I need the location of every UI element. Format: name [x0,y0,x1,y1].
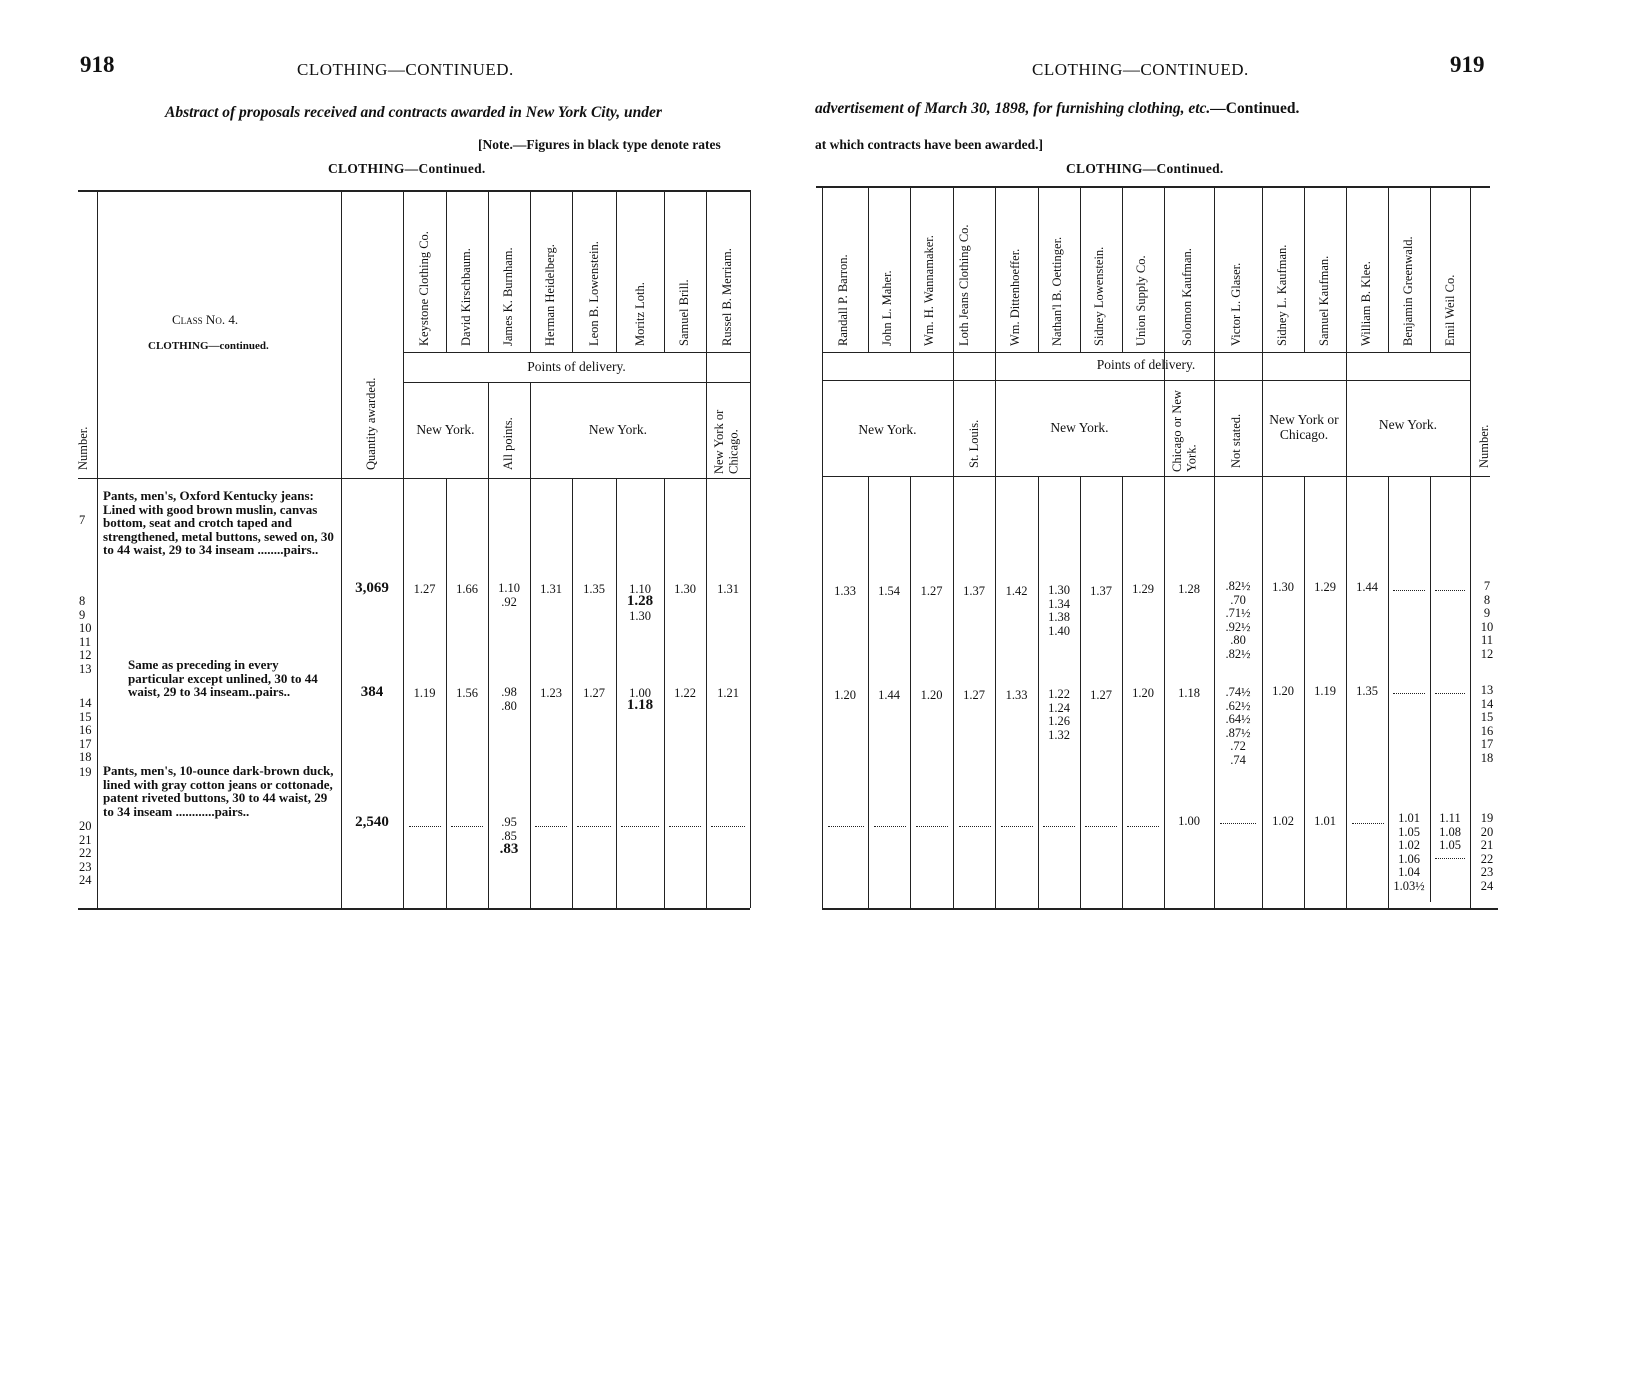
bid-cell: 1.11 1.08 1.05 [1439,811,1461,852]
delivery-all-points: All points. [501,417,515,470]
bidder-burnham: James K. Burnham. [501,247,515,346]
col-rule [750,190,751,908]
points-of-delivery-right: Points of delivery. [1096,357,1196,372]
col-rule [664,190,665,352]
bid-cell: 1.20 [1132,686,1154,700]
col-rule [1262,186,1263,908]
delivery-ny-2: New York. [1050,420,1109,435]
no-bid-dots [959,826,991,827]
no-bid-dots [828,826,864,827]
no-bid-dots [874,826,906,827]
item-description: Pants, men's, 10-ounce dark-brown duck, lined with gray cotton jeans or cottonade, patent riveted buttons, 30 to 44 waist, 29 to 34 inseam ............pairs.. [103,763,334,819]
col-rule [953,186,954,908]
bid-cell: .82½ .70 .71½ .92½ .80 .82½ [1225,579,1251,661]
bid-cell: 1.35 [583,582,605,596]
bid-cell: 1.33 [834,584,856,598]
table-bottom-rule-left [78,908,750,910]
bidder-rule-right [822,352,1470,353]
bid-cell: 1.27 [413,582,436,596]
bid-cell: 1.37 [963,584,985,598]
table-header-rule-left [78,478,750,479]
col-rule [1346,186,1347,908]
bidder-union-supply: Union Supply Co. [1134,255,1148,346]
col-rule [706,190,707,908]
no-bid-dots [1043,826,1075,827]
col-rule [530,382,531,908]
col-rule [1164,186,1165,908]
section-title-left: CLOTHING—Continued. [328,161,486,176]
item-description: Same as preceding in every particular except unlined, 30 to 44 waist, 29 to 34 inseam..pairs.. [128,657,318,699]
delivery-ny-chicago: New York or Chicago. [1269,412,1339,442]
col-rule [446,190,447,352]
bidder-barron: Randall P. Barron. [836,254,850,346]
col-rule [403,190,404,908]
abstract-line-right: advertisement of March 30, 1898, for furnishing clothing, etc.—Continued. [815,100,1300,117]
bid-cell: 1.33 [1005,688,1028,702]
page-number-right: 919 [1450,52,1485,77]
bidder-brill: Samuel Brill. [677,279,691,346]
bidder-solomon-kaufman: Solomon Kaufman. [1180,248,1194,346]
bid-cell: .95 .85 [501,815,517,843]
bid-cell: 1.10 [629,582,651,596]
no-bid-dots [1001,826,1033,827]
bid-cell: .98 .80 [501,685,517,713]
no-bid-dots [577,826,611,827]
bidder-loth-jeans: Loth Jeans Clothing Co. [957,224,971,346]
quantity-awarded: 384 [360,684,384,700]
delivery-ny-1: New York. [416,422,475,437]
bid-cell: 1.10 .92 [498,581,520,609]
col-rule [995,186,996,908]
bid-cell: 1.29 [1314,580,1336,594]
bid-cell: 1.31 [540,582,562,596]
bid-cell: 1.01 [1314,814,1336,828]
no-bid-dots [916,826,948,827]
bidder-sidney-l-kaufman: Sidney L. Kaufman. [1275,244,1289,346]
points-rule-right [822,380,1470,381]
delivery-st-louis: St. Louis. [967,419,981,468]
class-subtitle: CLOTHING—continued. [148,340,269,352]
no-bid-dots [1435,590,1465,591]
bid-cell: 1.21 [717,686,739,700]
line-numbers: 19 20 21 22 23 24 [1480,811,1494,893]
bid-cell: 1.23 [540,686,562,700]
bidder-weil: Emil Weil Co. [1443,274,1457,346]
table-top-rule-left [78,190,750,192]
col-rule [97,190,98,908]
line-numbers: 13 14 15 16 17 18 [1480,683,1494,765]
awarded-bid: 1.28 [626,593,654,609]
col-rule [1388,186,1389,352]
bidder-maher: John L. Maher. [880,270,894,346]
bidder-heidelberg: Herman Heidelberg. [543,244,557,346]
bid-cell: 1.42 [1005,584,1028,598]
bid-cell: 1.19 [1314,684,1336,698]
bid-cell: 1.30 [674,582,696,596]
bid-cell: 1.66 [456,582,478,596]
no-bid-dots [1127,826,1159,827]
bid-cell: 1.00 [629,686,651,700]
delivery-ny-3: New York. [1378,417,1438,432]
table-header-rule-right [822,476,1490,477]
bid-cell: 1.54 [878,584,900,598]
class-title: Class No. 4. [172,312,239,327]
no-bid-dots [409,826,441,827]
no-bid-dots [535,826,567,827]
table-bottom-rule-right [822,908,1498,910]
running-head-left: CLOTHING—CONTINUED. [297,60,514,79]
quantity-awarded: 2,540 [355,814,389,830]
col-rule [910,186,911,352]
col-rule [1304,186,1305,352]
bid-cell: 1.27 [1090,688,1112,702]
bid-cell: 1.20 [1272,684,1294,698]
bid-cell: 1.18 [1178,686,1200,700]
col-rule [1430,186,1431,352]
bid-cell: 1.20 [920,688,943,702]
bidder-sidney-lowenstein: Sidney Lowenstein. [1092,246,1106,346]
no-bid-dots [669,826,701,827]
bid-cell: .74½ .62½ .64½ .87½ .72 .74 [1225,685,1251,767]
bid-cell: 1.00 [1178,814,1200,828]
delivery-chicago-ny: Chicago or New York. [1170,390,1199,472]
bidder-kirschbaum: David Kirschbaum. [459,248,473,346]
bidder-oettinger: Nathan'l B. Oettinger. [1050,236,1064,346]
bid-cell: 1.56 [456,686,478,700]
quantity-header: Quantity awarded. [364,377,378,470]
bid-cell: 1.35 [1356,684,1378,698]
col-rule [1122,186,1123,352]
no-bid-dots [1435,693,1465,694]
line-numbers: 7 8 9 10 11 12 [1480,579,1494,661]
no-bid-dots [1393,693,1425,694]
no-bid-dots [1435,858,1465,859]
running-head-right: CLOTHING—CONTINUED. [1032,60,1249,79]
bidder-loth: Moritz Loth. [633,282,647,346]
bid-cell: 1.44 [1356,580,1378,594]
no-bid-dots [711,826,745,827]
line-numbers: 14 15 16 17 18 [79,696,92,764]
bid-cell: 1.30 [629,609,651,623]
col-rule [572,190,573,352]
note-line-right: at which contracts have been awarded.] [815,137,1043,152]
bid-cell: 1.27 [963,688,985,702]
item-description: Pants, men's, Oxford Kentucky jeans: Lined with good brown muslin, canvas bottom, seat and crotch taped and strengthened, metal buttons, sewed on, 30 to 44 waist, 29 to 34 inseam ........pairs.. [103,488,334,557]
bidder-dittenhoeffer: Wm. Dittenhoeffer. [1008,248,1022,346]
col-rule [1470,186,1471,908]
delivery-ny-chicago: New York or Chicago. [712,409,741,474]
points-rule-left [403,382,750,383]
bid-cell: 1.30 1.34 1.38 1.40 [1048,583,1070,638]
bid-cell: 1.37 [1090,584,1112,598]
no-bid-dots [1393,590,1425,591]
section-title-right: CLOTHING—Continued. [1066,161,1224,176]
col-rule [822,186,823,908]
bid-cell: 1.22 [674,686,696,700]
note-line-left: [Note.—Figures in black type denote rates [478,137,721,152]
delivery-ny-1: New York. [858,422,917,437]
bidder-glaser: Victor L. Glaser. [1229,262,1243,346]
bid-cell: 1.28 [1178,582,1200,596]
bid-cell: 1.31 [717,582,739,596]
bid-cell: 1.19 [413,686,436,700]
bidder-wannamaker: Wm. H. Wannamaker. [922,235,936,346]
no-bid-dots [1085,826,1117,827]
awarded-bid: 1.18 [626,697,654,713]
col-rule [341,190,342,908]
bid-cell: 1.01 1.05 1.02 1.06 1.04 1.03½ [1393,811,1425,893]
bid-cell: 1.30 [1272,580,1294,594]
bid-cell: 1.20 [834,688,856,702]
bid-cell: 1.27 [583,686,605,700]
col-rule [530,190,531,352]
abstract-line-left: Abstract of proposals received and contracts awarded in New York City, under [165,104,662,121]
col-rule [868,186,869,352]
awarded-bid: .83 [499,841,519,857]
line-numbers: 19 20 21 22 23 24 [79,765,92,887]
no-bid-dots [451,826,483,827]
bidder-rule-left [403,352,750,353]
number-header-left: Number. [76,426,90,470]
no-bid-dots [1352,823,1384,824]
quantity-awarded: 3,069 [355,580,389,596]
bidder-samuel-kaufman: Samuel Kaufman. [1317,255,1331,346]
line-numbers: 7 8 9 10 11 12 13 [79,513,92,676]
bidder-merriam: Russel B. Merriam. [720,248,734,346]
delivery-ny-2: New York. [588,422,648,437]
col-rule [1080,186,1081,352]
number-header-right: Number. [1477,424,1491,468]
bid-cell: 1.02 [1272,814,1294,828]
bidder-lowenstein: Leon B. Lowenstein. [587,241,601,346]
col-rule [1214,186,1215,908]
delivery-not-stated: Not stated. [1229,413,1243,468]
bidder-klee: William B. Klee. [1359,261,1373,346]
no-bid-dots [621,826,659,827]
page-number-left: 918 [80,52,115,77]
no-bid-dots [1220,823,1256,824]
points-of-delivery-left: Points of delivery. [527,359,626,374]
col-rule [1038,186,1039,352]
bidder-greenwald: Benjamin Greenwald. [1401,236,1415,346]
col-rule [616,190,617,352]
bid-cell: 1.22 1.24 1.26 1.32 [1048,687,1070,742]
bid-cell: 1.27 [920,584,943,598]
bid-cell: 1.44 [878,688,900,702]
bid-cell: 1.29 [1132,582,1154,596]
col-rule [488,190,489,352]
bidder-keystone: Keystone Clothing Co. [417,231,431,346]
